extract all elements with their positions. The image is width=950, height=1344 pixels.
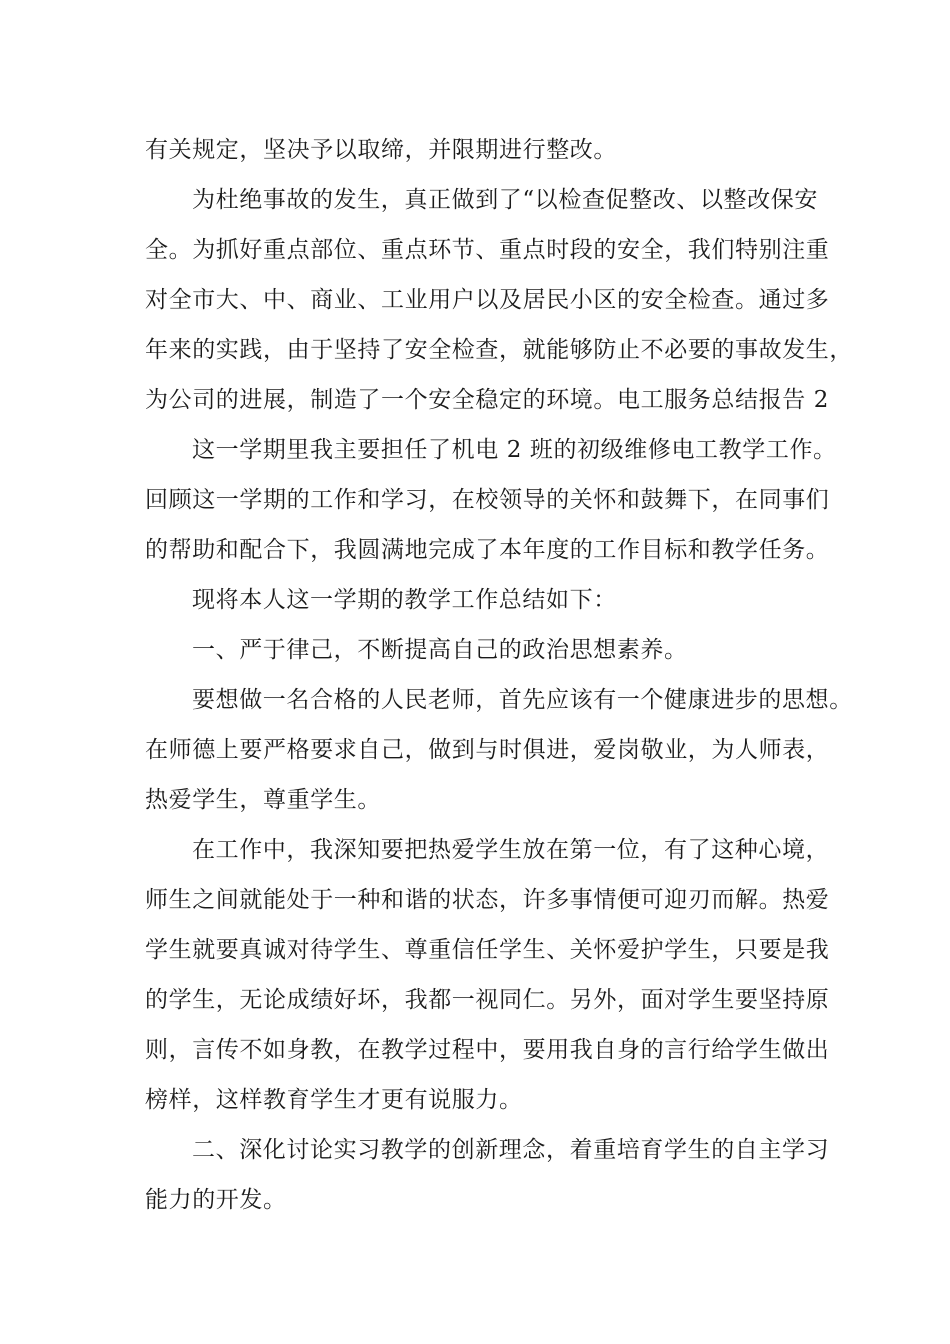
text-line-11: 一、严于律己，不断提高自己的政治思想素养。 xyxy=(192,637,688,663)
text-line-16: 师生之间就能处于一种和谐的状态，许多事情便可迎刃而解。热爱 xyxy=(145,887,830,913)
text-line-4: 对全市大、中、商业、工业用户以及居民小区的安全检查。通过多 xyxy=(145,287,830,313)
text-line-8: 回顾这一学期的工作和学习，在校领导的关怀和鼓舞下，在同事们 xyxy=(145,487,830,513)
text-line-5: 年来的实践，由于坚持了安全检查，就能够防止不必要的事故发生， xyxy=(145,337,853,363)
text-line-6: 为公司的进展，制造了一个安全稳定的环境。电工服务总结报告 2 xyxy=(145,387,829,413)
text-line-2: 为杜绝事故的发生，真正做到了“以检查促整改、以整改保安 xyxy=(192,187,818,213)
text-line-12: 要想做一名合格的人民老师，首先应该有一个健康进步的思想。 xyxy=(192,687,853,713)
text-line-10: 现将本人这一学期的教学工作总结如下： xyxy=(192,587,617,613)
text-line-1: 有关规定，坚决予以取缔，并限期进行整改。 xyxy=(145,137,617,163)
text-line-19: 则，言传不如身教，在教学过程中，要用我自身的言行给学生做出 xyxy=(145,1037,830,1063)
text-line-15: 在工作中，我深知要把热爱学生放在第一位，有了这种心境， xyxy=(192,837,830,863)
text-line-18: 的学生，无论成绩好坏，我都一视同仁。另外，面对学生要坚持原 xyxy=(145,987,830,1013)
text-line-7: 这一学期里我主要担任了机电 2 班的初级维修电工教学工作。 xyxy=(192,437,837,463)
text-line-20: 榜样，这样教育学生才更有说服力。 xyxy=(145,1087,523,1113)
text-line-13: 在师德上要严格要求自己，做到与时俱进，爱岗敬业，为人师表， xyxy=(145,737,830,763)
text-line-21: 二、深化讨论实习教学的创新理念，着重培育学生的自主学习 xyxy=(192,1137,830,1163)
text-line-3: 全。为抓好重点部位、重点环节、重点时段的安全，我们特别注重 xyxy=(145,237,830,263)
text-line-14: 热爱学生，尊重学生。 xyxy=(145,787,381,813)
text-line-17: 学生就要真诚对待学生、尊重信任学生、关怀爱护学生，只要是我 xyxy=(145,937,830,963)
text-line-9: 的帮助和配合下，我圆满地完成了本年度的工作目标和教学任务。 xyxy=(145,537,830,563)
text-line-22: 能力的开发。 xyxy=(145,1187,287,1213)
